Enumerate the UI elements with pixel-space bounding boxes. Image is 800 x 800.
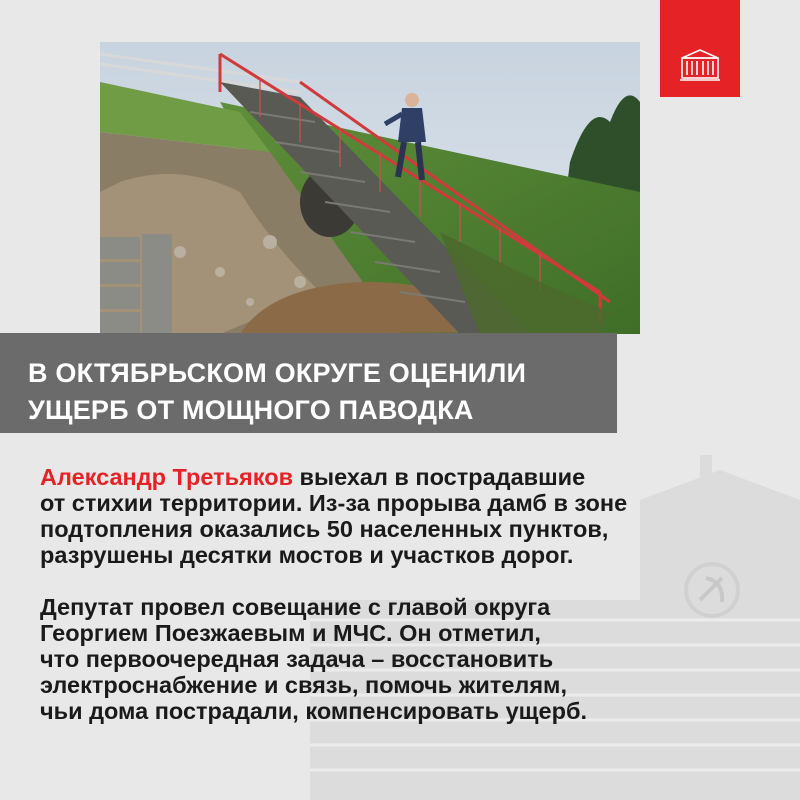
p2-line-1: Депутат провел совещание с главой округа bbox=[40, 594, 551, 620]
p2-line-5: чьи дома пострадали, компенсировать ущерб. bbox=[40, 698, 587, 724]
flood-damaged-stairs-photo bbox=[100, 42, 640, 334]
highlighted-name: Александр Третьяков bbox=[40, 464, 294, 490]
p1-line-3: подтопления оказались 50 населенных пунктов, bbox=[40, 516, 609, 542]
p2-line-3: что первоочередная задача – восстановить bbox=[40, 646, 554, 672]
p1-line-2: от стихии территории. Из-за прорыва дамб в зоне bbox=[40, 490, 628, 516]
p2-line-4: электроснабжение и связь, помочь жителям, bbox=[40, 672, 567, 698]
article-body bbox=[40, 464, 770, 750]
paragraph-1 bbox=[40, 464, 770, 568]
duma-building-icon bbox=[660, 0, 740, 97]
p1-line-1-rest: выехал в пострадавшие bbox=[293, 464, 586, 490]
headline bbox=[28, 355, 618, 429]
logo-box bbox=[660, 0, 740, 97]
p2-line-2: Георгием Поезжаевым и МЧС. Он отметил, bbox=[40, 620, 541, 646]
paragraph-2 bbox=[40, 594, 770, 724]
news-photo bbox=[100, 42, 640, 334]
headline-line-2: УЩЕРБ ОТ МОЩНОГО ПАВОДКА bbox=[28, 395, 474, 425]
p1-line-4: разрушены десятки мостов и участков дорог. bbox=[40, 542, 574, 568]
headline-line-1: В ОКТЯБРЬСКОМ ОКРУГЕ ОЦЕНИЛИ bbox=[28, 358, 527, 388]
